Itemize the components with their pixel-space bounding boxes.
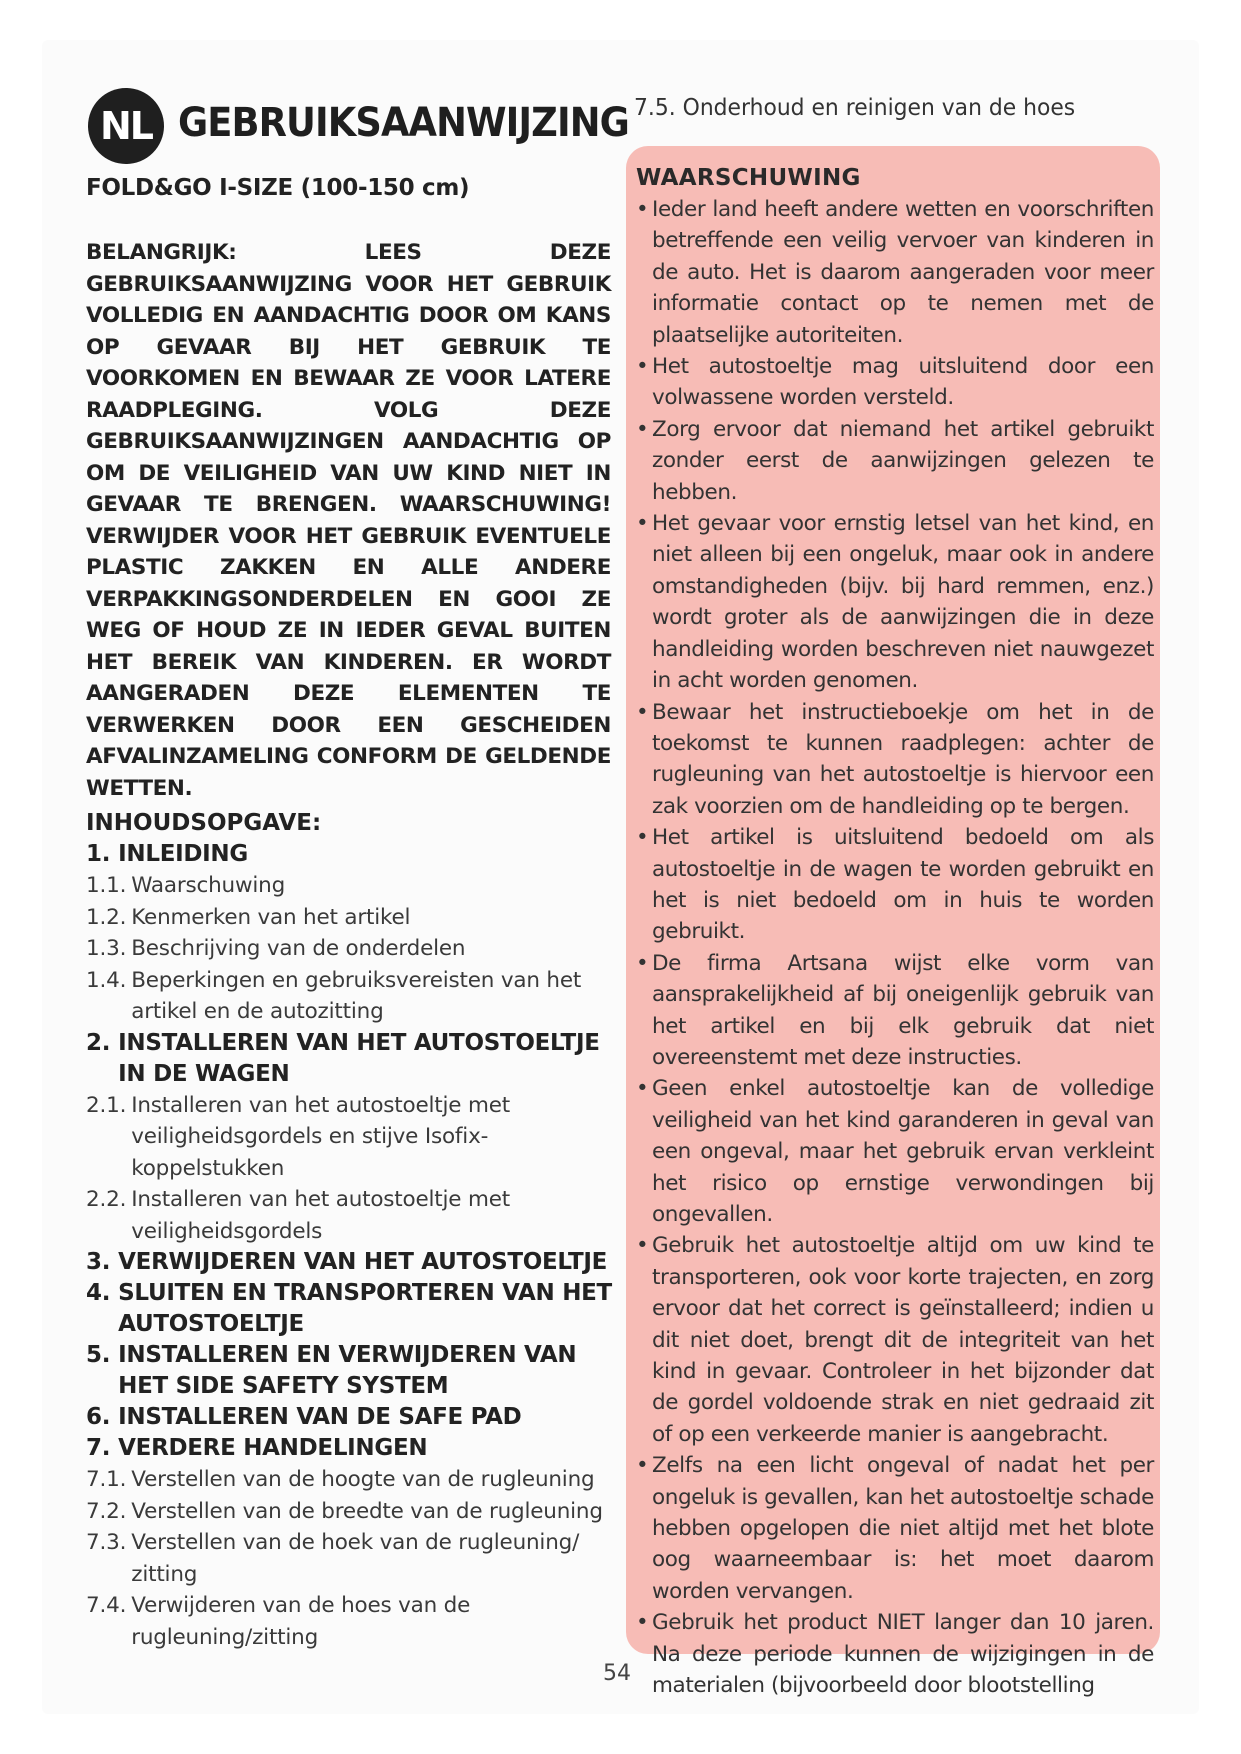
toc-entry-number: 1.2. <box>86 904 127 930</box>
warning-item <box>636 194 1154 351</box>
warning-item <box>636 697 1154 823</box>
warning-item-text: Het autostoeltje mag uitsluitend door een volwassene worden versteld. <box>652 354 1154 411</box>
bullet-icon: • <box>636 950 649 976</box>
warning-item <box>636 1073 1154 1230</box>
warning-item <box>636 351 1154 414</box>
toc-entry-text: INSTALLEREN EN VERWIJDEREN VAN HET SIDE SAFETY SYSTEM <box>118 1342 577 1399</box>
toc-entry-number: 1.1. <box>86 873 127 898</box>
toc-entry-text: Installeren van het autostoeltje met veiligheidsgordels en stijve Isofix-koppelstukken <box>131 1092 510 1181</box>
toc-entry-text: INLEIDING <box>118 841 248 867</box>
important-notice: BELANGRIJK: LEES DEZE GEBRUIKSAANWIJZING VOOR HET GEBRUIK VOLLEDIG EN AANDACHTIG DOOR OM KANS OP GEVAAR BIJ HET GEBRUIK TE VOORKOMEN EN BEWAAR ZE VOOR LATERE RAADPLEGING. VOLG DEZE GEBRUIKSAANWIJZINGEN AANDACHTIG OP OM DE VEILIGHEID VAN UW KIND NIET IN GEVAAR TE BRENGEN. WAARSCHUWING! VERWIJDER VOOR HET GEBRUIK EVENTUELE PLASTIC ZAKKEN EN ALLE ANDERE VERPAKKINGSONDERDELEN EN GOOI ZE WEG OF HOUD ZE IN IEDER GEVAL BUITEN HET BEREIK VAN KINDEREN. ER WORDT AANGERADEN DEZE ELEMENTEN TE VERWERKEN DOOR EEN GESCHEIDEN AFVALINZAMELING CONFORM DE GELDENDE WETTEN. <box>86 240 611 801</box>
bullet-icon: • <box>636 699 649 725</box>
toc-entry <box>86 1590 626 1653</box>
toc-entry-number: 1.4. <box>86 967 127 993</box>
toc-entry <box>86 1527 626 1590</box>
bullet-icon: • <box>636 511 649 537</box>
toc-entry-number: 1. <box>86 841 111 867</box>
toc-entry <box>86 1090 626 1185</box>
bullet-icon: • <box>636 1076 649 1102</box>
warning-item-text: De firma Artsana wijst elke vorm van aansprakelijkheid af bij oneigenlijk gebruik van het artikel en bij elk gebruik dat niet overeenstemt met deze instructies. <box>652 950 1154 1070</box>
warning-item-text: Het artikel is uitsluitend bedoeld om als autostoeltje in de wagen te worden gebruikt en het is niet bedoeld om in huis te worden gebruikt. <box>652 825 1154 945</box>
toc-heading: INHOUDSOPGAVE: <box>86 810 322 836</box>
product-name: FOLD&GO I-SIZE (100-150 cm) <box>86 175 470 201</box>
toc-entry-number: 4. <box>86 1280 111 1306</box>
warning-item-text: Bewaar het instructieboekje om het in de toekomst te kunnen raadplegen: achter de rugleuning van het autostoeltje is hiervoor een zak voorzien om de handleiding op te bergen. <box>652 699 1154 819</box>
toc-entry-text: Installeren van het autostoeltje met veiligheidsgordels <box>131 1187 510 1244</box>
toc-entry-number: 7.2. <box>86 1498 127 1524</box>
toc-entry <box>86 1184 626 1247</box>
toc-entry-text: VERWIJDEREN VAN HET AUTOSTOELTJE <box>118 1249 608 1275</box>
toc-entry <box>86 839 626 870</box>
toc-entry <box>86 1340 626 1402</box>
warning-item <box>636 414 1154 508</box>
toc-entry <box>86 902 626 934</box>
toc-entry-text: Verstellen van de hoogte van de rugleuning <box>131 1467 595 1492</box>
toc-entry-text: SLUITEN EN TRANSPORTEREN VAN HET AUTOSTOELTJE <box>118 1280 612 1337</box>
toc-entry-number: 2. <box>86 1029 111 1056</box>
warning-item <box>636 1230 1154 1450</box>
toc-entry-text: Verstellen van de hoek van de rugleuning/ zitting <box>131 1530 580 1587</box>
bullet-icon: • <box>636 416 649 442</box>
toc-entry-number: 7.1. <box>86 1467 127 1492</box>
warning-item-text: Het gevaar voor ernstig letsel van het kind, en niet alleen bij een ongeluk, maar ook in andere omstandigheden (bijv. bij hard remmen, enz.) wordt groter als de aanwijzingen die in deze handleiding worden beschreven niet nauwgezet in acht worden genomen. <box>652 511 1154 694</box>
toc-entry-text: Verstellen van de breedte van de rugleuning <box>131 1498 603 1524</box>
bullet-icon: • <box>636 1233 649 1259</box>
warning-item-text: Zelfs na een licht ongeval of nadat het per ongeluk is gevallen, kan het autostoeltje schade hebben opgelopen die niet altijd met het blote oog waarneembaar is: het moet daarom worden vervangen. <box>652 1453 1154 1604</box>
toc-entry <box>86 1433 626 1464</box>
warning-item <box>636 1450 1154 1607</box>
warning-item-text: Gebruik het product NIET langer dan 10 jaren. Na deze periode kunnen de wijzigingen in de materialen (bijvoorbeeld door blootstelling <box>652 1610 1154 1699</box>
warning-item <box>636 508 1154 696</box>
toc-entry-number: 2.2. <box>86 1187 127 1212</box>
toc-entry-number: 7.4. <box>86 1593 127 1618</box>
warning-box <box>626 146 1160 1699</box>
manual-title: GEBRUIKSAANWIJZING <box>178 100 629 146</box>
toc-entry-text: VERDERE HANDELINGEN <box>118 1435 428 1461</box>
warning-item <box>636 1607 1154 1701</box>
language-badge: NL <box>88 88 164 164</box>
bullet-icon: • <box>636 825 649 851</box>
toc-entry-number: 1.3. <box>86 936 127 961</box>
section-heading: 7.5. Onderhoud en reinigen van de hoes <box>634 95 1076 121</box>
toc-entry <box>86 1028 626 1090</box>
toc-entry-number: 2.1. <box>86 1092 127 1118</box>
warning-item-text: Zorg ervoor dat niemand het artikel gebruikt zonder eerst de aanwijzingen gelezen te hebben. <box>652 416 1154 505</box>
table-of-contents <box>86 807 626 1653</box>
warning-item-text: Ieder land heeft andere wetten en voorschriften betreffende een veilig vervoer van kinderen in de auto. Het is daarom aangeraden voor meer informatie contact op te nemen met de plaatselijke autoriteiten. <box>652 197 1154 348</box>
toc-entry-text: Beperkingen en gebruiksvereisten van het artikel en de autozitting <box>131 967 582 1024</box>
bullet-icon: • <box>636 1610 649 1636</box>
warning-item-text: Geen enkel autostoeltje kan de volledige veiligheid van het kind garanderen in geval van een ongeval, maar het gebruik ervan verkleint het risico op ernstige verwondingen bij ongevallen. <box>652 1076 1154 1227</box>
bullet-icon: • <box>636 354 649 380</box>
toc-entry <box>86 1464 626 1496</box>
page-number: 54 <box>603 1661 631 1686</box>
toc-entry <box>86 1496 626 1528</box>
toc-entry-number: 7.3. <box>86 1530 127 1555</box>
toc-entry-text: Beschrijving van de onderdelen <box>131 936 466 961</box>
toc-entry <box>86 1247 626 1278</box>
warning-item-text: Gebruik het autostoeltje altijd om uw kind te transporteren, ook voor korte trajecten, en zorg ervoor dat het correct is geïnstalleerd; indien u dit niet doet, brengt dit de integriteit van het kind in gevaar. Controleer in het bijzonder dat de gordel voldoende strak en niet gedraaid zit of op een verkeerde manier is aangebracht. <box>652 1233 1154 1447</box>
toc-entry-number: 3. <box>86 1249 111 1275</box>
bullet-icon: • <box>636 197 649 222</box>
toc-entry <box>86 870 626 902</box>
warning-item <box>636 822 1154 948</box>
warning-title: WAARSCHUWING <box>636 165 861 191</box>
toc-entry-text: Verwijderen van de hoes van de rugleuning/zitting <box>131 1593 471 1650</box>
bullet-icon: • <box>636 1453 649 1479</box>
toc-entry-text: Kenmerken van het artikel <box>131 904 411 930</box>
toc-entry <box>86 1402 626 1433</box>
toc-entry-text: INSTALLEREN VAN DE SAFE PAD <box>118 1404 522 1430</box>
page-header <box>88 82 628 162</box>
toc-entry-text: Waarschuwing <box>131 873 286 898</box>
toc-entry-number: 7. <box>86 1435 111 1461</box>
toc-entry-number: 5. <box>86 1342 111 1368</box>
toc-entry <box>86 1278 626 1340</box>
toc-list <box>86 839 626 1653</box>
toc-entry-text: INSTALLEREN VAN HET AUTOSTOELTJE IN DE WAGEN <box>118 1029 600 1087</box>
warning-item <box>636 948 1154 1074</box>
toc-entry <box>86 965 626 1028</box>
toc-entry <box>86 933 626 965</box>
warning-list <box>636 194 1154 1702</box>
toc-entry-number: 6. <box>86 1404 111 1430</box>
